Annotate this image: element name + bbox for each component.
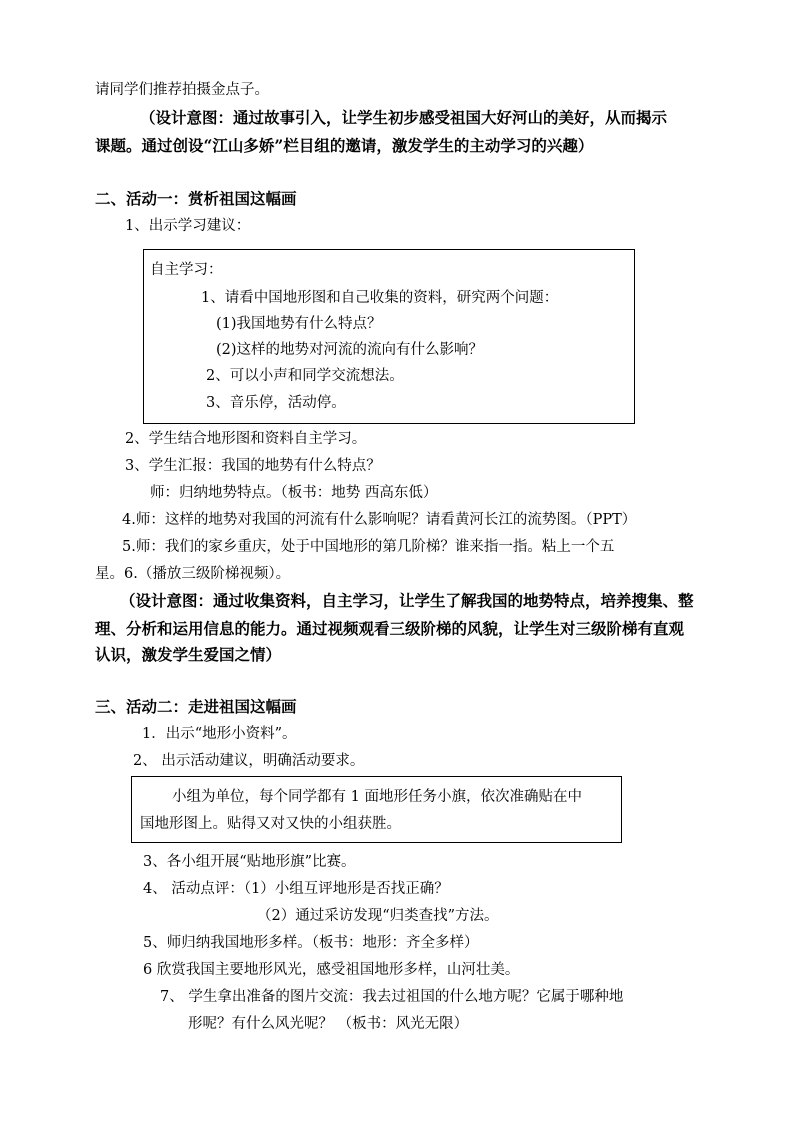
- box-line: 1、请看中国地形图和自己收集的资料，研究两个问题：: [201, 290, 559, 306]
- list-item: 5.师：我们的家乡重庆，处于中国地形的第几阶梯？谁来指一指。粘上一个五: [122, 539, 615, 555]
- box-line: 3、音乐停，活动停。: [206, 395, 346, 411]
- design-intent-line: 课题。通过创设“江山多娇”栏目组的邀请，激发学生的主动学习的兴趣）: [95, 136, 594, 155]
- list-subitem: （2）通过采访发现“归类查找”方法。: [257, 908, 499, 924]
- list-item: 4、 活动点评：（1）小组互评地形是否找正确？: [143, 881, 449, 897]
- design-intent-line: 理、分析和运用信息的能力。通过视频观看三级阶梯的风貌，让学生对三级阶梯有直观: [95, 619, 685, 638]
- list-item: 6 欣赏我国主要地形风光，感受祖国地形多样，山河壮美。: [143, 962, 520, 978]
- section-heading: 二、活动一：赏析祖国这幅画: [95, 189, 297, 208]
- box-line: (1)我国地势有什么特点？: [216, 316, 382, 332]
- intro-line: 请同学们推荐拍摄金点子。: [95, 82, 269, 98]
- box-title: 自主学习：: [150, 262, 223, 278]
- design-intent-line: （设计意图：通过故事引入，让学生初步感受祖国大好河山的美好，从而揭示: [140, 108, 668, 127]
- study-suggestion-box: [143, 249, 635, 424]
- design-intent-line: 认识，激发学生爱国之情）: [95, 645, 282, 664]
- design-intent-line: （设计意图：通过收集资料，自主学习，让学生了解我国的地势特点，培养搜集、整: [120, 591, 694, 610]
- activity-rule-box: [131, 776, 622, 843]
- list-item: 3、各小组开展“贴地形旗”比赛。: [143, 854, 356, 870]
- box-line: 2、可以小声和同学交流想法。: [206, 368, 404, 384]
- list-item: 3、学生汇报：我国的地势有什么特点？: [125, 458, 381, 474]
- box-line: 国地形图上。贴得又对又快的小组获胜。: [140, 816, 401, 832]
- box-line: (2)这样的地势对河流的流向有什么影响？: [216, 342, 484, 358]
- list-subitem: 师：归纳地势特点。（板书：地势 西高东低）: [150, 485, 438, 501]
- list-item: 1、出示学习建议：: [125, 218, 251, 234]
- list-item-continued: 形呢？有什么风光呢？ （板书：风光无限）: [188, 1016, 469, 1032]
- list-item: 4.师：这样的地势对我国的河流有什么影响呢？请看黄河长江的流势图。（PPT）: [122, 512, 637, 528]
- list-item: 7、 学生拿出准备的图片交流：我去过祖国的什么地方呢？它属于哪种地: [160, 989, 624, 1005]
- box-line: 小组为单位，每个同学都有 1 面地形任务小旗，依次准确贴在中: [172, 789, 582, 805]
- list-item-continued: 星。6.（播放三级阶梯视频）。: [95, 566, 291, 582]
- list-item: 2、 出示活动建议，明确活动要求。: [133, 753, 365, 769]
- list-item: 5、师归纳我国地形多样。（板书：地形：齐全多样）: [143, 935, 479, 951]
- list-item: 1．出示“地形小资料”。: [142, 726, 297, 742]
- section-heading: 三、活动二：走进祖国这幅画: [95, 697, 297, 716]
- list-item: 2、学生结合地形图和资料自主学习。: [125, 431, 367, 447]
